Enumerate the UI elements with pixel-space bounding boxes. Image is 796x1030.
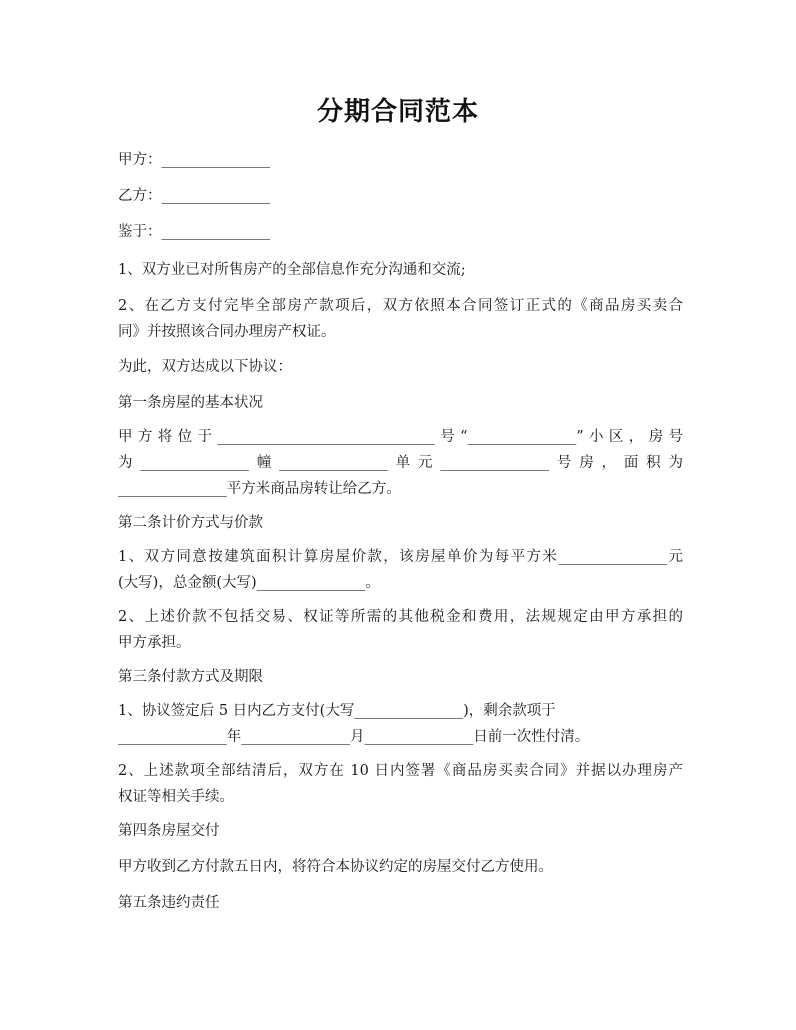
article-2-heading: 第二条计价方式与价款 <box>118 515 263 531</box>
article-2-item-1-line-2: (大写)，总金额(大写)_______________。 <box>118 575 380 591</box>
article-2-item-1-line-1: 1、双方同意按建筑面积计算房屋价款，该房屋单价为每平方米_______________元 <box>118 549 683 565</box>
article-4-heading: 第四条房屋交付 <box>118 823 220 839</box>
article-4-body: 甲方收到乙方付款五日内，将符合本协议约定的房屋交付乙方使用。 <box>118 859 553 875</box>
article-3-item-1-line-1: 1、协议签定后 5 日内乙方支付(大写_______________)，剩余款项于 <box>118 703 556 719</box>
article-2-item-2-line-1: 2、上述价款不包括交易、权证等所需的其他税金和费用，法规规定由甲方承担的 <box>118 609 683 625</box>
recital-1: 1、双方业已对所售房产的全部信息作充分沟通和交流; <box>118 262 466 278</box>
article-1-line-1: 甲方将位于______________________________号“_______________”小区，房号 <box>118 429 683 445</box>
agreement-intro: 为此，双方达成以下协议： <box>118 359 292 375</box>
document-title: 分期合同范本 <box>316 97 479 127</box>
article-1-line-2: 为_______________幢_______________单元_______________号房，面积为 <box>118 455 683 471</box>
recital-2-line-2: 同》并按照该合同办理房产权证。 <box>118 324 336 340</box>
party-a-line: 甲方：_______________ <box>118 152 271 168</box>
article-3-item-2-line-2: 权证等相关手续。 <box>118 789 234 805</box>
article-2-item-2-line-2: 甲方承担。 <box>118 635 191 651</box>
article-1-line-3: _______________平方米商品房转让给乙方。 <box>118 481 401 497</box>
article-3-item-2-line-1: 2、上述款项全部结清后，双方在 10 日内签署《商品房买卖合同》并据以办理房产 <box>118 763 683 779</box>
article-3-heading: 第三条付款方式及期限 <box>118 669 263 685</box>
article-5-heading: 第五条违约责任 <box>118 895 220 911</box>
whereas-line: 鉴于：_______________ <box>118 224 271 240</box>
article-3-item-1-line-2: _______________年_______________月_______________日前一次性付清。 <box>118 729 590 745</box>
party-b-line: 乙方：_______________ <box>118 188 271 204</box>
recital-2-line-1: 2、在乙方支付完毕全部房产款项后，双方依照本合同签订正式的《商品房买卖合 <box>118 298 683 314</box>
article-1-heading: 第一条房屋的基本状况 <box>118 395 263 411</box>
